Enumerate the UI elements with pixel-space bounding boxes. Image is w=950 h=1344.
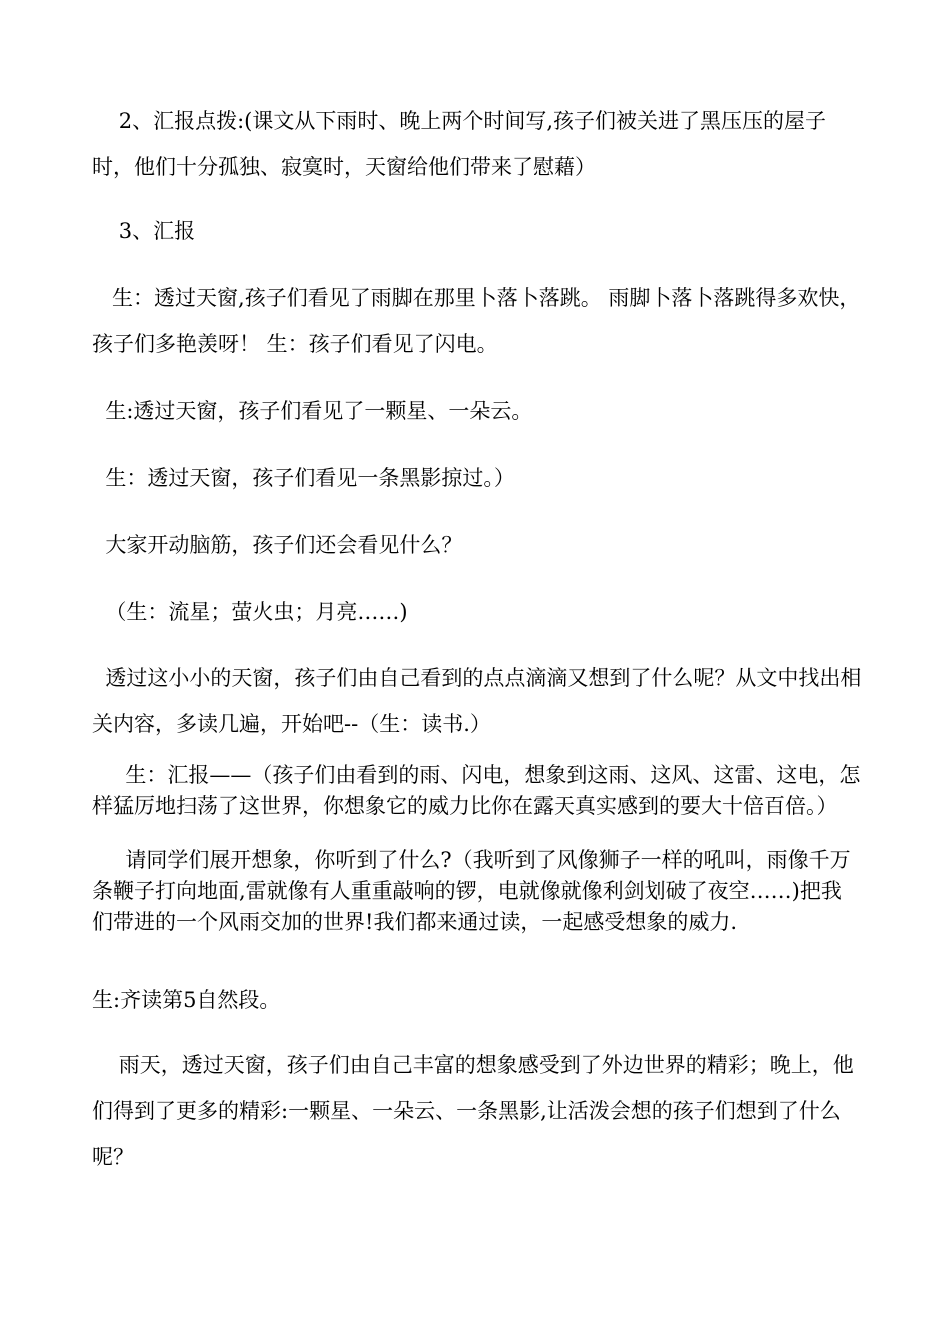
paragraph-imagination: 请同学们展开想象，你听到了什么?（我听到了风像狮子一样的吼叫，雨像千万条鞭子打向地面,雷就像有人重重敲响的锣，电就像就像利剑划破了夜空……)把我们带进的一个风雨交加的世界!我们都来通过读，一起感受想象的威力. [92,848,851,934]
paragraph-student-star: 生:透过天窗，孩子们看见了一颗星、一朵云。 [92,399,533,423]
paragraph-student-shadow: 生：透过天窗，孩子们看见一条黑影掠过。） [92,466,515,490]
paragraph-group-reading: 生:齐读第5自然段。 [92,988,281,1012]
paragraph-rainy-day: 雨天，透过天窗，孩子们由自己丰富的想象感受到了外边世界的精彩；晚上，他们得到了更多的精彩:一颗星、一朵云、一条黑影,让活泼会想的孩子们想到了什么呢？ [92,1053,854,1169]
paragraph-report-heading: 3、汇报 [92,219,196,243]
paragraph-student-rain: 生：透过天窗,孩子们看见了雨脚在那里卜落卜落跳。 雨脚卜落卜落跳得多欢快，孩子们多艳羡呀！ 生：孩子们看见了闪电。 [92,286,861,356]
paragraph-report-guidance: 2、汇报点拨:(课文从下雨时、晚上两个时间写,孩子们被关进了黑压压的屋子时，他们十分孤独、寂寞时，天窗给他们带来了慰藉） [92,109,827,179]
paragraph-student-report: 生：汇报——（孩子们由看到的雨、闪电，想象到这雨、这风、这雷、这电，怎样猛厉地扫荡了这世界，你想象它的威力比你在露天真实感到的要大十倍百倍。） [92,763,861,818]
paragraph-reading-task: 透过这小小的天窗，孩子们由自己看到的点点滴滴又想到了什么呢？从文中找出相关内容，多读几遍，开始吧--（生：读书.） [92,666,862,736]
paragraph-student-answers: （生：流星；萤火虫；月亮……) [92,600,408,624]
paragraph-question: 大家开动脑筋，孩子们还会看见什么？ [92,533,463,557]
